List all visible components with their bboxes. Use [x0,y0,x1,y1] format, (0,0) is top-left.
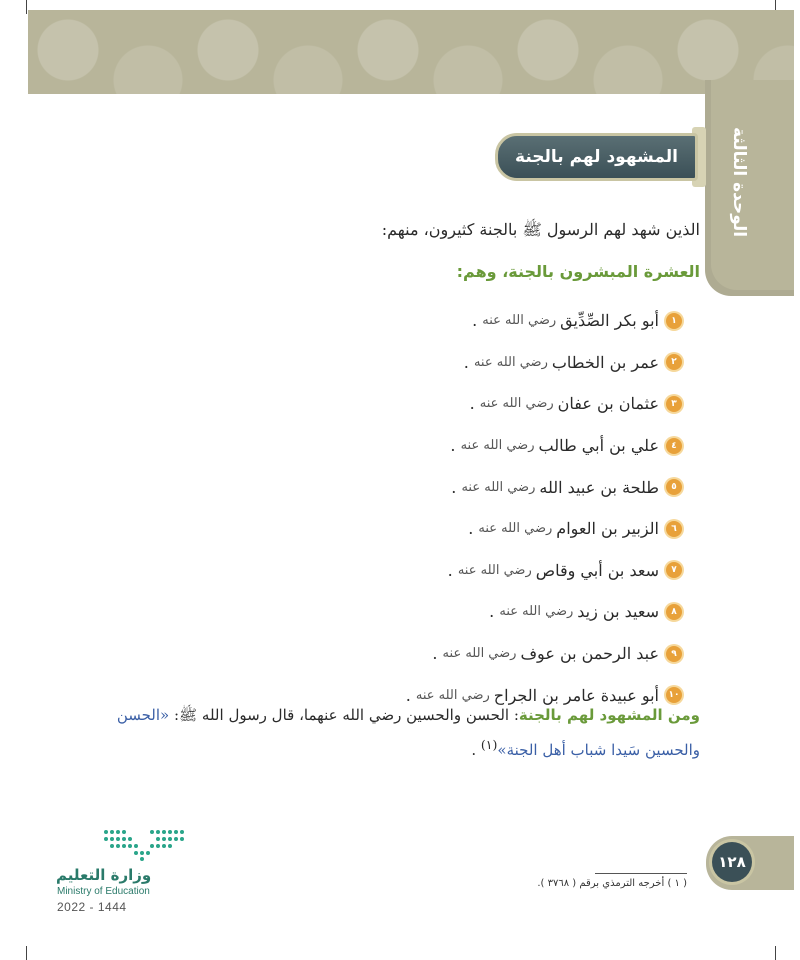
footnote: ( ١ ) أخرجه الترمذي برقم ( ٣٧٦٨ ). [537,878,687,889]
number-badge: ٣ [666,396,682,412]
number-badge: ٤ [666,438,682,454]
footnote-divider [595,873,687,874]
lesson-title: المشهود لهم بالجنة [515,147,678,167]
crop-mark [26,0,27,14]
hadith-quote: «الحسن والحسين سَيدا شباب أهل الجنة» [116,706,700,759]
page-number: ١٢٨ [712,842,752,882]
number-badge: ٩ [666,646,682,662]
number-badge: ٥ [666,479,682,495]
list-item: ١٠ أبو عبيدة عامر بن الجراح رضي الله عنه . [282,674,682,716]
number-badge: ٧ [666,562,682,578]
honorific-glyph: رضي الله عنه [415,687,490,703]
companion-name: الزبير بن العوام [556,519,659,539]
edition-year: 2022 - 1444 [57,900,127,914]
companions-list [282,300,682,716]
list-item: ٣ عثمان بن عفان رضي الله عنه . [282,383,682,425]
list-item: ٧ سعد بن أبي وقاص رضي الله عنه . [282,550,682,592]
list-item: ٦ الزبير بن العوام رضي الله عنه . [282,508,682,550]
honorific-glyph: رضي الله عنه [478,521,553,537]
number-badge: ١ [666,313,682,329]
honorific-glyph: رضي الله عنه [482,313,557,329]
section-heading: العشرة المبشرون بالجنة، وهم: [456,262,700,281]
number-badge: ٦ [666,521,682,537]
paragraph-body: : الحسن والحسين رضي الله عنهما، قال رسول الله ﷺ: [169,706,519,724]
list-item: ٢ عمر بن الخطاب رضي الله عنه . [282,342,682,384]
honorific-glyph: رضي الله عنه [473,354,548,370]
companion-name: أبو عبيدة عامر بن الجراح [493,685,659,705]
companion-name: عثمان بن عفان [557,394,659,414]
crop-mark [26,946,27,960]
companion-name: سعيد بن زيد [577,602,659,622]
header-band [28,10,794,94]
honorific-glyph: رضي الله عنه [442,646,517,662]
companion-name: سعد بن أبي وقاص [535,560,659,580]
companion-name: طلحة بن عبيد الله [539,477,659,497]
list-item: ١ أبو بكر الصِّدِّيق رضي الله عنه . [282,300,682,342]
honorific-glyph: رضي الله عنه [457,562,532,578]
ministry-name-ar: وزارة التعليم [56,866,152,884]
list-item: ٨ سعيد بن زيد رضي الله عنه . [282,591,682,633]
lesson-title-banner [495,133,698,181]
number-badge: ٨ [666,604,682,620]
list-item: ٥ طلحة بن عبيد الله رضي الله عنه . [282,466,682,508]
hasan-husayn-paragraph: ومن المشهود لهم بالجنة: الحسن والحسين رضي الله عنهما، قال رسول الله ﷺ: «الحسن والحسين سَيدا شباب أهل الجنة»$^{(١)}$ . [116,706,700,759]
footnote-ref: (١) [480,737,498,752]
companion-name: علي بن أبي طالب [538,436,659,456]
honorific-glyph: رضي الله عنه [461,479,536,495]
ministry-logo-icon [100,828,190,862]
intro-text: الذين شهد لهم الرسول ﷺ بالجنة كثيرون، منهم: [381,220,700,239]
crop-mark [775,946,776,960]
companion-name: عمر بن الخطاب [551,352,659,372]
honorific-glyph: رضي الله عنه [479,396,554,412]
number-badge: ١٠ [666,687,682,703]
list-item: ٤ علي بن أبي طالب رضي الله عنه . [282,425,682,467]
companion-name: عبد الرحمن بن عوف [520,644,659,664]
unit-label: الوحدة الثالثة [729,126,749,238]
ministry-name-en: Ministry of Education [57,886,150,897]
paragraph-lead: ومن المشهود لهم بالجنة [518,706,700,724]
number-badge: ٢ [666,354,682,370]
honorific-glyph: رضي الله عنه [460,438,535,454]
list-item: ٩ عبد الرحمن بن عوف رضي الله عنه . [282,633,682,675]
companion-name: أبو بكر الصِّدِّيق [560,311,659,331]
honorific-glyph: رضي الله عنه [499,604,574,620]
